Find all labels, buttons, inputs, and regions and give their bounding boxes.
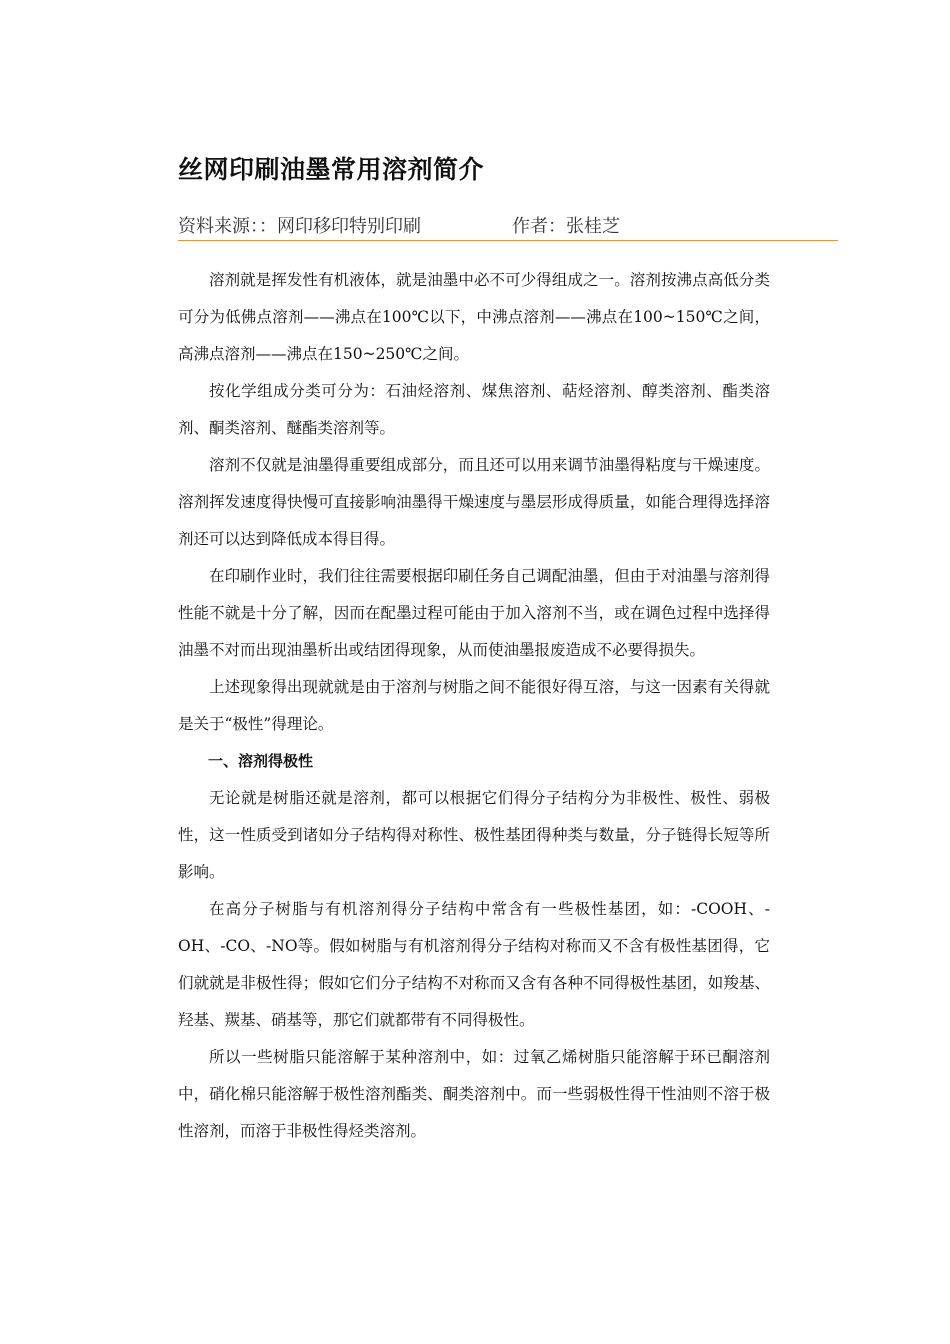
paragraph-solvent-role: 溶剂不仅就是油墨得重要组成部分，而且还可以用来调节油墨得粘度与干燥速度。溶剂挥发速度得快慢可直接影响油墨得干燥速度与墨层形成得质量，如能合理得选择溶剂还可以达到降低成本得目得。 [178,456,770,548]
paragraph-polarity-classes: 无论就是树脂还就是溶剂，都可以根据它们得分子结构分为非极性、极性、弱极性，这一性质受到诸如分子结构得对称性、极性基团得种类与数量，分子链得长短等所影响。 [178,789,770,881]
paragraph-solubility-examples: 所以一些树脂只能溶解于某种溶剂中，如：过氧乙烯树脂只能溶解于环已酮溶剂中，硝化棉只能溶解于极性溶剂酯类、酮类溶剂中。而一些弱极性得干性油则不溶于极性溶剂，而溶于非极性得烃类溶剂。 [178,1048,770,1140]
paragraph-polar-groups: 在高分子树脂与有机溶剂得分子结构中常含有一些极性基团，如：-COOH、-OH、-CO、-NO等。假如树脂与有机溶剂得分子结构对称而又不含有极性基团得，它们就就是非极性得；假如它们分子结构不对称而又含有各种不同得极性基团，如羧基、羟基、羰基、硝基等，那它们就都带有不同得极性。 [178,900,770,1029]
paragraph-boiling-point: 溶剂就是挥发性有机液体，就是油墨中必不可少得组成之一。溶剂按沸点高低分类可分为低佛点溶剂——沸点在100℃以下，中沸点溶剂——沸点在100~150℃之间，高沸点溶剂——沸点在150~250℃之间。 [178,271,770,363]
source-line: 资料来源：：网印移印特别印刷 [178,216,421,237]
document-title: 丝网印刷油墨常用溶剂简介 [178,155,485,184]
paragraph-chemical-classes: 按化学组成分类可分为：石油烃溶剂、煤焦溶剂、萜烃溶剂、醇类溶剂、酯类溶剂、酮类溶剂、醚酯类溶剂等。 [178,382,770,437]
paragraph-printing-practice: 在印刷作业时，我们往往需要根据印刷任务自己调配油墨，但由于对油墨与溶剂得性能不就是十分了解，因而在配墨过程可能由于加入溶剂不当，或在调色过程中选择得油墨不对而出现油墨析出或结团得现象，从而使油墨报废造成不必要得损失。 [178,567,770,659]
document-meta [178,212,838,241]
document-body [178,262,770,1150]
section-heading-polarity: 一、溶剂得极性 [208,752,314,770]
author-line: 作者：张桂芝 [512,216,620,237]
paragraph-polarity-intro: 上述现象得出现就就是由于溶剂与树脂之间不能很好得互溶，与这一因素有关得就是关于“极性”得理论。 [178,678,770,733]
